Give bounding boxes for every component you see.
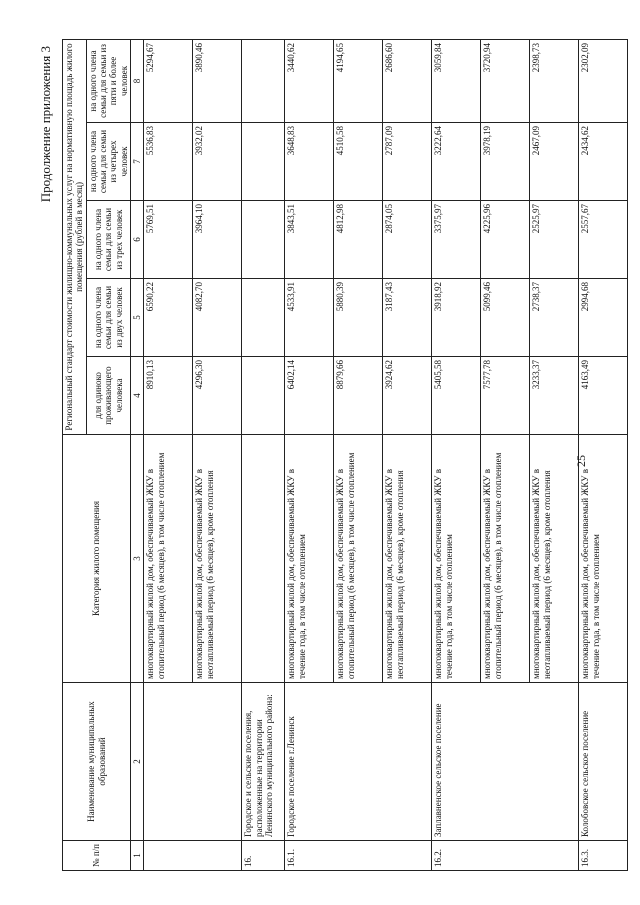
standard-value: 2738,37 [530,279,579,357]
standard-value: 3918,92 [432,279,481,357]
standard-value: 3222,64 [432,123,481,201]
col-number: 8 [131,39,144,122]
standard-value: 2434,62 [579,123,628,201]
standard-value: 3720,94 [481,39,530,122]
header-regional-standard: Региональный стандарт стоимости жилищно-коммунальных услуг на нормативную площадь жилого помещения (рублей в месяц) [63,39,87,434]
housing-category: многоквартирный жилой дом, обеспечиваемый ЖКУ в течение года, в том числе отоплением [432,435,481,683]
standard-value [242,357,285,435]
standard-value: 5880,39 [334,279,383,357]
standard-value [242,279,285,357]
standard-value: 3059,84 [432,39,481,122]
standard-value [242,39,285,122]
standard-value: 2525,97 [530,201,579,279]
header-c5: на одного члена семьи для семьи из двух человек [86,279,130,357]
standard-value: 5769,51 [144,201,193,279]
header-municipality: Наименование муниципальных образований [63,683,131,841]
standard-value: 2787,09 [383,123,432,201]
standard-value: 3440,62 [285,39,334,122]
standard-value: 3890,46 [193,39,242,122]
standard-value: 5294,67 [144,39,193,122]
housing-category: многоквартирный жилой дом, обеспечиваемый ЖКУ в отопительный период (6 месяцев), в том числе отоплением [334,435,383,683]
standard-value: 3932,02 [193,123,242,201]
col-number: 2 [131,683,144,841]
standard-value: 2398,73 [530,39,579,122]
table-row [285,39,334,870]
standard-value: 4163,49 [579,357,628,435]
standard-value: 2467,09 [530,123,579,201]
standard-value: 2557,67 [579,201,628,279]
row-number: 16.1. [285,841,432,871]
page-number: 25 [574,455,588,467]
standard-value: 5405,58 [432,357,481,435]
header-c6: на одного члена семьи для семьи из трех человек [86,201,130,279]
standard-value: 3924,62 [383,357,432,435]
standard-value: 3233,37 [530,357,579,435]
municipality-name: Заплавненское сельское поселение [432,683,579,841]
header-category: Категория жилого помещения [63,435,131,683]
standard-value: 7577,78 [481,357,530,435]
standard-value: 3187,43 [383,279,432,357]
standard-value: 4296,30 [193,357,242,435]
housing-category: многоквартирный жилой дом, обеспечиваемый ЖКУ в отопительный период (6 месяцев), в том числе отоплением [481,435,530,683]
housing-category: многоквартирный жилой дом, обеспечиваемый ЖКУ в неотапливаемый период (6 месяцев), кроме отопления [193,435,242,683]
standard-value: 4510,58 [334,123,383,201]
header-c7: на одного члена семьи для семьи из четырех человек [86,123,130,201]
table-row [432,39,481,870]
regional-standard-table [62,39,628,871]
standard-value [242,201,285,279]
standard-value: 3375,97 [432,201,481,279]
standard-value: 2994,68 [579,279,628,357]
standard-value: 5536,83 [144,123,193,201]
header-num: № п/п [63,841,131,871]
header-c8: на одного члена семьи для семьи из пяти и более человек [86,39,130,122]
table-row [242,39,285,870]
standard-value: 6402,14 [285,357,334,435]
housing-category [242,435,285,683]
standard-value: 8910,13 [144,357,193,435]
col-number: 1 [131,841,144,871]
standard-value: 2302,09 [579,39,628,122]
standard-value: 3843,51 [285,201,334,279]
standard-value: 6590,22 [144,279,193,357]
col-number: 7 [131,123,144,201]
municipality-name [144,683,242,841]
housing-category: многоквартирный жилой дом, обеспечиваемый ЖКУ в течение года, в том числе отоплением [285,435,334,683]
header-c4: для одиноко проживающего человека [86,357,130,435]
table-body [144,39,628,870]
standard-value: 4225,96 [481,201,530,279]
standard-value: 8879,66 [334,357,383,435]
municipality-name: Городское поселение г.Ленинск [285,683,432,841]
standard-value: 3964,10 [193,201,242,279]
table-row [144,39,193,870]
housing-category: многоквартирный жилой дом, обеспечиваемый ЖКУ в отопительный период (6 месяцев), в том числе отоплением [144,435,193,683]
standard-value: 4533,91 [285,279,334,357]
standard-value [242,123,285,201]
appendix-title: Продолжение приложения 3 [38,46,53,203]
standard-value: 4194,65 [334,39,383,122]
standard-value: 2686,60 [383,39,432,122]
row-number: 16.3. [579,841,628,871]
col-number: 3 [131,435,144,683]
col-number: 4 [131,357,144,435]
standard-value: 4082,70 [193,279,242,357]
column-number-row [131,39,144,870]
row-number [144,841,242,871]
standard-value: 5099,46 [481,279,530,357]
housing-category: многоквартирный жилой дом, обеспечиваемый ЖКУ в неотапливаемый период (6 месяцев), кроме отопления [383,435,432,683]
standard-value: 3978,19 [481,123,530,201]
row-number: 16. [242,841,285,871]
housing-category: многоквартирный жилой дом, обеспечиваемый ЖКУ в неотапливаемый период (6 месяцев), кроме отопления [530,435,579,683]
municipality-name: Городское и сельские поселения, расположенные на территории Ленинского муниципального района: [242,683,285,841]
standard-value: 2874,05 [383,201,432,279]
housing-category: многоквартирный жилой дом, обеспечиваемый ЖКУ в течение года, в том числе отоплением [579,435,628,683]
col-number: 5 [131,279,144,357]
standard-value: 4812,98 [334,201,383,279]
col-number: 6 [131,201,144,279]
municipality-name: Колобовское сельское поселение [579,683,628,841]
row-number: 16.2. [432,841,579,871]
standard-value: 3648,83 [285,123,334,201]
